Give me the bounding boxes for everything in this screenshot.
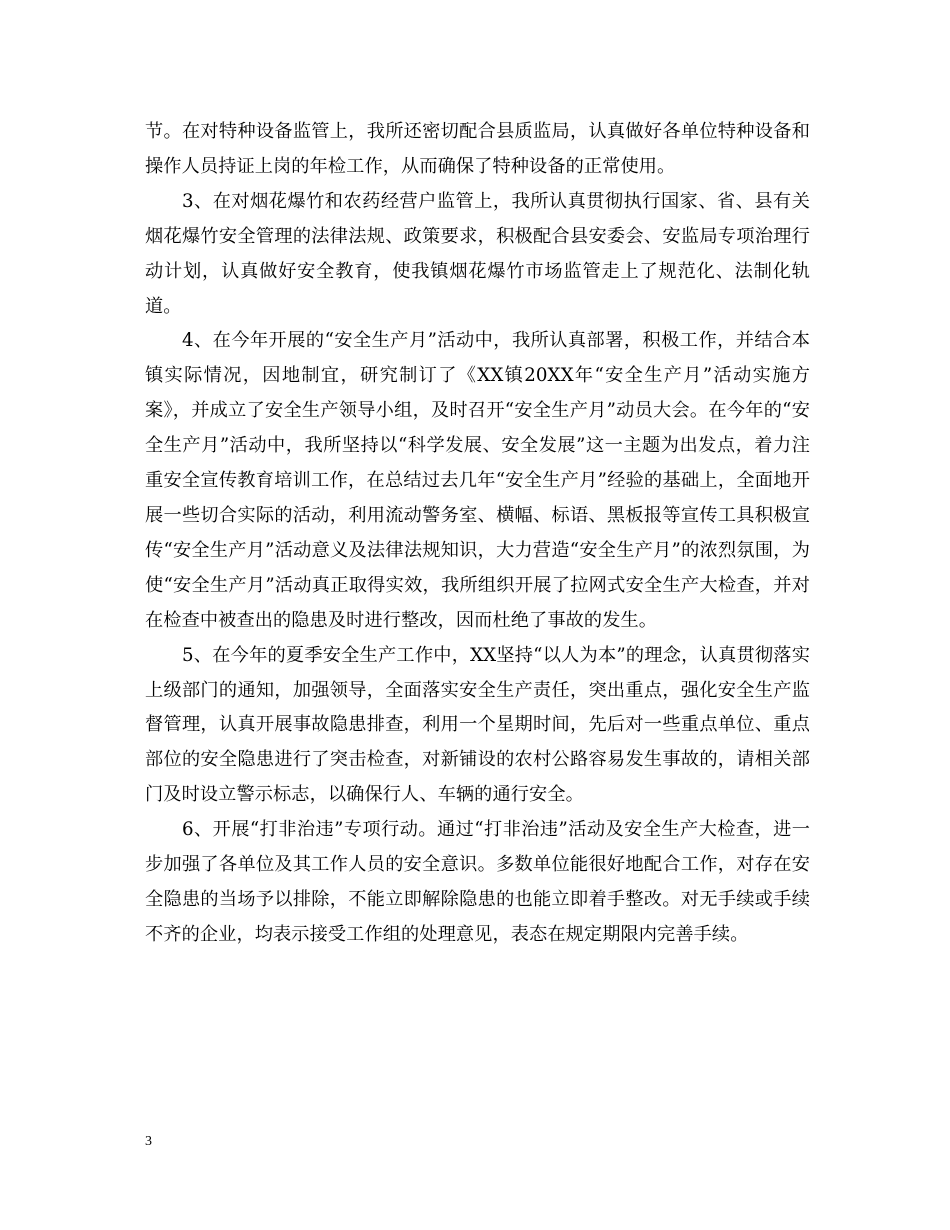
paragraph-item-4: 4、在今年开展的“安全生产月”活动中，我所认真部署，积极工作，并结合本镇实际情况，因地制宜，研究制订了《XX镇20XX年“安全生产月”活动实施方案》，并成立了安全生产领导小组，及时召开“安全生产月”动员大会。在今年的“安全生产月”活动中，我所坚持以“科学发展、安全发展”这一主题为出发点，着力注重安全宣传教育培训工作，在总结过去几年“安全生产月”经验的基础上，全面地开展一些切合实际的活动，利用流动警务室、横幅、标语、黑板报等宣传工具积极宣传“安全生产月”活动意义及法律法规知识，大力营造“安全生产月”的浓烈氛围，为使“安全生产月”活动真正取得实效，我所组织开展了拉网式安全生产大检查，并对在检查中被查出的隐患及时进行整改，因而杜绝了事故的发生。 (145, 330, 810, 631)
document-body (145, 115, 810, 953)
paragraph-item-5: 5、在今年的夏季安全生产工作中，XX坚持“以人为本”的理念，认真贯彻落实上级部门的通知，加强领导，全面落实安全生产责任，突出重点，强化安全生产监督管理，认真开展事故隐患排查，利用一个星期时间，先后对一些重点单位、重点部位的安全隐患进行了突击检查，对新铺设的农村公路容易发生事故的，请相关部门及时设立警示标志，以确保行人、车辆的通行安全。 (145, 644, 810, 806)
page-number: 3 (145, 1134, 152, 1149)
paragraph-item-3: 3、在对烟花爆竹和农药经营户监管上，我所认真贯彻执行国家、省、县有关烟花爆竹安全管理的法律法规、政策要求，积极配合县安委会、安监局专项治理行动计划，认真做好安全教育，使我镇烟花爆竹市场监管走上了规范化、法制化轨道。 (145, 190, 810, 317)
paragraph-continuation: 节。在对特种设备监管上，我所还密切配合县质监局，认真做好各单位特种设备和操作人员持证上岗的年检工作，从而确保了特种设备的正常使用。 (145, 121, 810, 177)
paragraph-item-6: 6、开展“打非治违”专项行动。通过“打非治违”活动及安全生产大检查，进一步加强了各单位及其工作人员的安全意识。多数单位能很好地配合工作，对存在安全隐患的当场予以排除，不能立即解除隐患的也能立即着手整改。对无手续或手续不齐的企业，均表示接受工作组的处理意见，表态在规定期限内完善手续。 (145, 819, 810, 945)
